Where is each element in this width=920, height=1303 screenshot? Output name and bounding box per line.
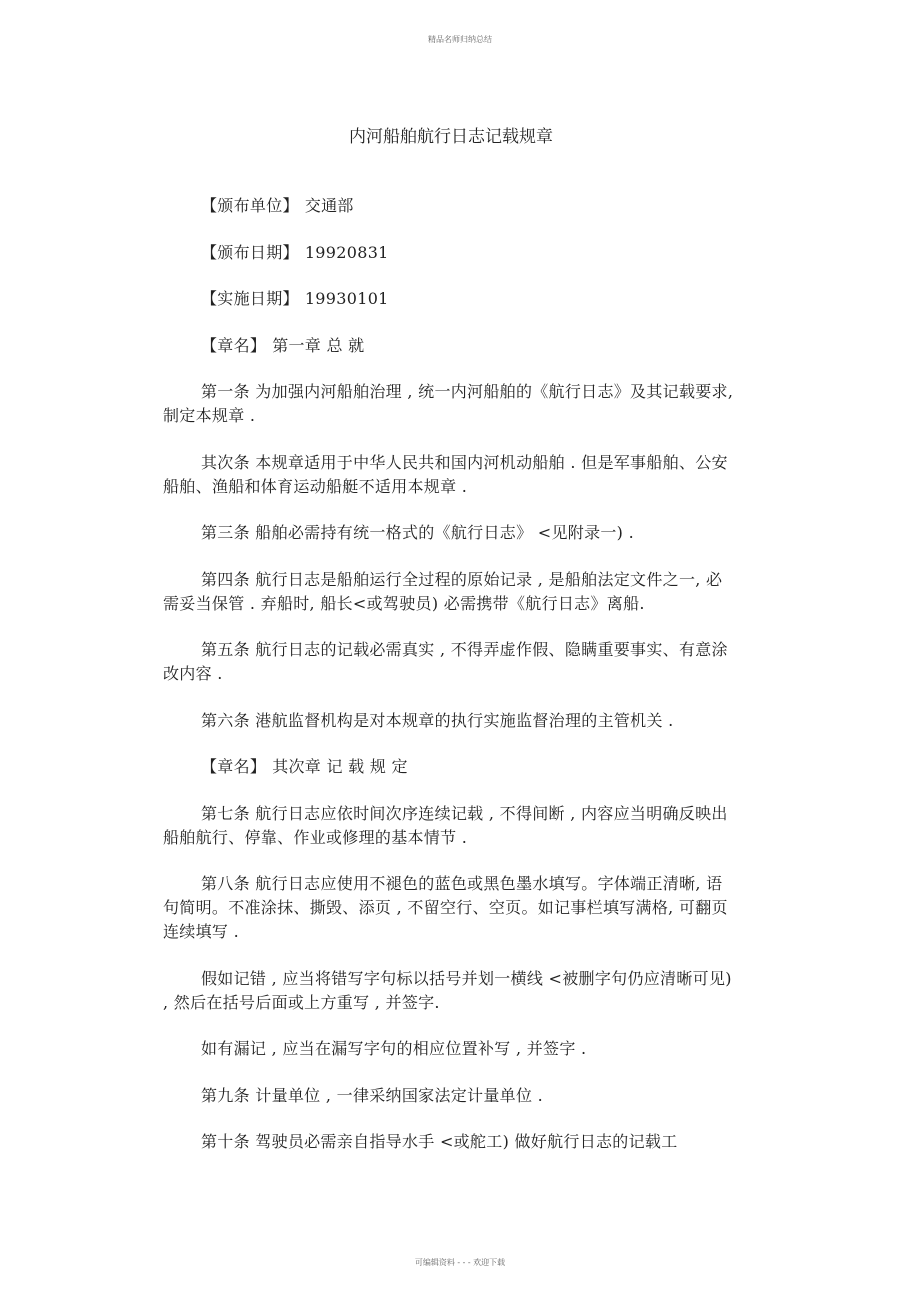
article-4: 第四条 航行日志是船舶运行全过程的原始记录 , 是船舶法定文件之一, 必需妥当保管 . 弃船时, 船长<或驾驶员) 必需携带《航行日志》离船. (163, 569, 723, 613)
meta-issue-date-value: 19920831 (304, 242, 389, 262)
chapter-1-heading (163, 334, 735, 358)
chapter-2-heading (163, 755, 735, 779)
chapter-1-label: 【章名】 (201, 335, 267, 355)
article-1: 第一条 为加强内河船舶治理 , 统一内河船舶的《航行日志》及其记载要求, 制定本规章 . (163, 382, 734, 425)
article-5: 第五条 航行日志的记载必需真实 , 不得弄虚作假、隐瞒重要事实、有意涂改内容 . (163, 640, 728, 683)
article-8-correction: 假如记错 , 应当将错写字句标以括号并划一横线 <被删字句仍应清晰可见) , 然后在括号后面或上方重写 , 并签字. (163, 968, 732, 1012)
meta-effective-date-label: 【实施日期】 (201, 289, 299, 308)
article-8: 第八条 航行日志应使用不褪色的蓝色或黑色墨水填写。字体端正清晰, 语句简明。不准涂抹、撕毁、添页 , 不留空行、空页。如记事栏填写满格, 可翻页连续填写 . (163, 874, 728, 941)
document-body (163, 194, 735, 1177)
footer-note: 可编辑资料 - - - 欢迎下载 (414, 1258, 506, 1267)
article-10: 第十条 驾驶员必需亲自指导水手 <或舵工) 做好航行日志的记载工 (201, 1132, 678, 1151)
meta-issue-date (163, 241, 735, 265)
article-3: 第三条 船舶必需持有统一格式的《航行日志》 <见附录一) . (201, 523, 634, 542)
meta-issuer (163, 194, 735, 218)
article-6: 第六条 港航监督机构是对本规章的执行实施监督治理的主管机关 . (201, 710, 674, 730)
meta-issuer-label: 【颁布单位】 (201, 196, 299, 215)
article-2: 其次条 本规章适用于中华人民共和国内河机动船舶 . 但是军事船舶、公安船舶、渔船和体育运动船艇不适用本规章 . (163, 452, 728, 496)
meta-effective-date (163, 287, 735, 311)
meta-issue-date-label: 【颁布日期】 (201, 242, 299, 262)
chapter-2-label: 【章名】 (201, 757, 267, 776)
chapter-2-name: 其次章 记 载 规 定 (272, 757, 408, 776)
article-9: 第九条 计量单位 , 一律采纳国家法定计量单位 . (201, 1085, 544, 1105)
chapter-1-name: 第一章 总 就 (272, 335, 365, 355)
document-title: 内河船舶航行日志记载规章 (349, 127, 553, 147)
article-8-omission: 如有漏记 , 应当在漏写字句的相应位置补写 , 并签字 . (201, 1039, 587, 1058)
article-7: 第七条 航行日志应依时间次序连续记载 , 不得间断 , 内容应当明确反映出船舶航行、停靠、作业或修理的基本情节 . (163, 803, 728, 847)
meta-issuer-value: 交通部 (304, 196, 354, 215)
meta-effective-date-value: 19930101 (304, 289, 389, 308)
header-note: 精品名师归纳总结 (428, 35, 492, 44)
